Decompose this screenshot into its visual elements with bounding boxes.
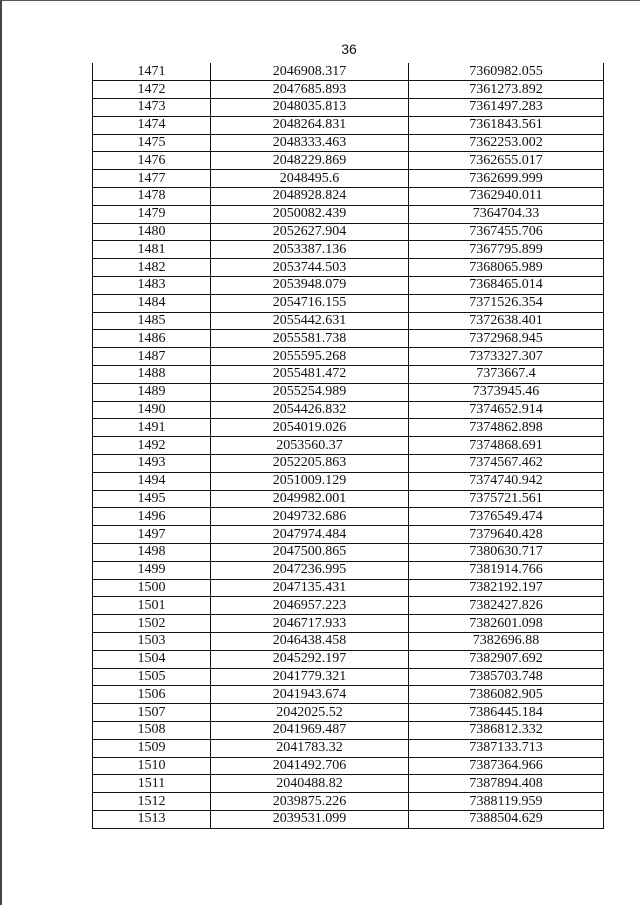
- cell-point-number: 1486: [93, 330, 211, 348]
- cell-point-number: 1501: [93, 597, 211, 615]
- cell-y-coordinate: 7382427.826: [409, 597, 604, 615]
- cell-point-number: 1500: [93, 579, 211, 597]
- cell-x-coordinate: 2045292.197: [211, 650, 409, 668]
- cell-x-coordinate: 2053387.136: [211, 241, 409, 259]
- cell-y-coordinate: 7388119.959: [409, 793, 604, 811]
- table-row: [93, 526, 604, 544]
- table-row: [93, 241, 604, 259]
- cell-point-number: 1489: [93, 383, 211, 401]
- cell-x-coordinate: 2048229.869: [211, 152, 409, 170]
- page-number: 36: [341, 41, 357, 57]
- cell-x-coordinate: 2042025.52: [211, 704, 409, 722]
- cell-y-coordinate: 7374567.462: [409, 455, 604, 473]
- table-row: [93, 259, 604, 277]
- cell-y-coordinate: 7362253.002: [409, 134, 604, 152]
- cell-y-coordinate: 7372968.945: [409, 330, 604, 348]
- cell-x-coordinate: 2053744.503: [211, 259, 409, 277]
- table-row: [93, 401, 604, 419]
- cell-y-coordinate: 7373945.46: [409, 383, 604, 401]
- cell-y-coordinate: 7374740.942: [409, 472, 604, 490]
- cell-x-coordinate: 2041779.321: [211, 668, 409, 686]
- cell-y-coordinate: 7367795.899: [409, 241, 604, 259]
- cell-y-coordinate: 7382192.197: [409, 579, 604, 597]
- table-row: [93, 490, 604, 508]
- cell-y-coordinate: 7385703.748: [409, 668, 604, 686]
- cell-x-coordinate: 2055442.631: [211, 312, 409, 330]
- table-row: [93, 704, 604, 722]
- cell-x-coordinate: 2041492.706: [211, 757, 409, 775]
- table-row: [93, 383, 604, 401]
- table-row: [93, 170, 604, 188]
- cell-x-coordinate: 2046908.317: [211, 63, 409, 81]
- cell-x-coordinate: 2048495.6: [211, 170, 409, 188]
- cell-point-number: 1498: [93, 544, 211, 562]
- cell-x-coordinate: 2054716.155: [211, 294, 409, 312]
- cell-point-number: 1505: [93, 668, 211, 686]
- table-row: [93, 668, 604, 686]
- cell-y-coordinate: 7364704.33: [409, 205, 604, 223]
- cell-point-number: 1513: [93, 810, 211, 828]
- table-row: [93, 134, 604, 152]
- table-row: [93, 188, 604, 206]
- cell-x-coordinate: 2054019.026: [211, 419, 409, 437]
- cell-point-number: 1484: [93, 294, 211, 312]
- cell-y-coordinate: 7376549.474: [409, 508, 604, 526]
- cell-y-coordinate: 7372638.401: [409, 312, 604, 330]
- cell-y-coordinate: 7374868.691: [409, 437, 604, 455]
- cell-point-number: 1477: [93, 170, 211, 188]
- cell-point-number: 1485: [93, 312, 211, 330]
- cell-x-coordinate: 2041943.674: [211, 686, 409, 704]
- cell-x-coordinate: 2041783.32: [211, 739, 409, 757]
- cell-y-coordinate: 7361843.561: [409, 116, 604, 134]
- cell-point-number: 1482: [93, 259, 211, 277]
- cell-y-coordinate: 7387364.966: [409, 757, 604, 775]
- cell-x-coordinate: 2040488.82: [211, 775, 409, 793]
- cell-x-coordinate: 2039875.226: [211, 793, 409, 811]
- cell-x-coordinate: 2052205.863: [211, 455, 409, 473]
- table-row: [93, 810, 604, 828]
- cell-y-coordinate: 7361273.892: [409, 81, 604, 99]
- cell-y-coordinate: 7375721.561: [409, 490, 604, 508]
- cell-point-number: 1495: [93, 490, 211, 508]
- cell-x-coordinate: 2047685.893: [211, 81, 409, 99]
- cell-y-coordinate: 7386445.184: [409, 704, 604, 722]
- cell-point-number: 1509: [93, 739, 211, 757]
- cell-x-coordinate: 2047236.995: [211, 561, 409, 579]
- table-row: [93, 116, 604, 134]
- cell-y-coordinate: 7374862.898: [409, 419, 604, 437]
- cell-y-coordinate: 7368065.989: [409, 259, 604, 277]
- table-row: [93, 615, 604, 633]
- cell-y-coordinate: 7379640.428: [409, 526, 604, 544]
- cell-point-number: 1490: [93, 401, 211, 419]
- cell-x-coordinate: 2050082.439: [211, 205, 409, 223]
- cell-y-coordinate: 7382907.692: [409, 650, 604, 668]
- cell-x-coordinate: 2041969.487: [211, 721, 409, 739]
- cell-x-coordinate: 2053948.079: [211, 277, 409, 295]
- table-row: [93, 544, 604, 562]
- cell-x-coordinate: 2055595.268: [211, 348, 409, 366]
- cell-point-number: 1492: [93, 437, 211, 455]
- cell-y-coordinate: 7362699.999: [409, 170, 604, 188]
- table-row: [93, 277, 604, 295]
- cell-y-coordinate: 7368465.014: [409, 277, 604, 295]
- cell-y-coordinate: 7373327.307: [409, 348, 604, 366]
- coordinates-table: [92, 63, 604, 829]
- cell-x-coordinate: 2046717.933: [211, 615, 409, 633]
- cell-y-coordinate: 7373667.4: [409, 366, 604, 384]
- cell-point-number: 1474: [93, 116, 211, 134]
- table-row: [93, 472, 604, 490]
- table-row: [93, 455, 604, 473]
- table-row: [93, 294, 604, 312]
- cell-point-number: 1496: [93, 508, 211, 526]
- cell-y-coordinate: 7374652.914: [409, 401, 604, 419]
- cell-point-number: 1493: [93, 455, 211, 473]
- cell-point-number: 1475: [93, 134, 211, 152]
- cell-x-coordinate: 2048928.824: [211, 188, 409, 206]
- cell-x-coordinate: 2049732.686: [211, 508, 409, 526]
- cell-x-coordinate: 2048333.463: [211, 134, 409, 152]
- cell-y-coordinate: 7386812.332: [409, 721, 604, 739]
- table-row: [93, 205, 604, 223]
- cell-x-coordinate: 2048264.831: [211, 116, 409, 134]
- cell-y-coordinate: 7360982.055: [409, 63, 604, 81]
- cell-point-number: 1511: [93, 775, 211, 793]
- cell-point-number: 1476: [93, 152, 211, 170]
- cell-y-coordinate: 7387133.713: [409, 739, 604, 757]
- cell-x-coordinate: 2048035.813: [211, 99, 409, 117]
- cell-x-coordinate: 2055254.989: [211, 383, 409, 401]
- cell-point-number: 1479: [93, 205, 211, 223]
- table-row: [93, 366, 604, 384]
- table-row: [93, 330, 604, 348]
- cell-x-coordinate: 2046438.458: [211, 633, 409, 651]
- table-row: [93, 312, 604, 330]
- cell-y-coordinate: 7362655.017: [409, 152, 604, 170]
- cell-y-coordinate: 7362940.011: [409, 188, 604, 206]
- table-row: [93, 579, 604, 597]
- table-row: [93, 721, 604, 739]
- cell-point-number: 1510: [93, 757, 211, 775]
- cell-point-number: 1478: [93, 188, 211, 206]
- cell-x-coordinate: 2053560.37: [211, 437, 409, 455]
- cell-y-coordinate: 7387894.408: [409, 775, 604, 793]
- cell-point-number: 1507: [93, 704, 211, 722]
- cell-point-number: 1480: [93, 223, 211, 241]
- table-row: [93, 81, 604, 99]
- cell-x-coordinate: 2052627.904: [211, 223, 409, 241]
- cell-x-coordinate: 2047974.484: [211, 526, 409, 544]
- cell-y-coordinate: 7367455.706: [409, 223, 604, 241]
- cell-y-coordinate: 7371526.354: [409, 294, 604, 312]
- table-row: [93, 152, 604, 170]
- table-row: [93, 99, 604, 117]
- table-row: [93, 686, 604, 704]
- cell-x-coordinate: 2049982.001: [211, 490, 409, 508]
- cell-x-coordinate: 2051009.129: [211, 472, 409, 490]
- cell-point-number: 1502: [93, 615, 211, 633]
- table-row: [93, 757, 604, 775]
- cell-point-number: 1472: [93, 81, 211, 99]
- cell-point-number: 1483: [93, 277, 211, 295]
- cell-y-coordinate: 7386082.905: [409, 686, 604, 704]
- table-row: [93, 419, 604, 437]
- table-row: [93, 508, 604, 526]
- table-row: [93, 561, 604, 579]
- table-row: [93, 597, 604, 615]
- cell-point-number: 1488: [93, 366, 211, 384]
- table-body: [93, 63, 604, 828]
- cell-point-number: 1504: [93, 650, 211, 668]
- cell-point-number: 1512: [93, 793, 211, 811]
- table-row: [93, 650, 604, 668]
- cell-x-coordinate: 2055581.738: [211, 330, 409, 348]
- cell-x-coordinate: 2047135.431: [211, 579, 409, 597]
- cell-y-coordinate: 7382601.098: [409, 615, 604, 633]
- cell-y-coordinate: 7382696.88: [409, 633, 604, 651]
- table-row: [93, 775, 604, 793]
- cell-point-number: 1481: [93, 241, 211, 259]
- cell-y-coordinate: 7388504.629: [409, 810, 604, 828]
- cell-x-coordinate: 2055481.472: [211, 366, 409, 384]
- table-row: [93, 348, 604, 366]
- cell-x-coordinate: 2046957.223: [211, 597, 409, 615]
- cell-y-coordinate: 7380630.717: [409, 544, 604, 562]
- cell-point-number: 1494: [93, 472, 211, 490]
- cell-point-number: 1491: [93, 419, 211, 437]
- cell-y-coordinate: 7361497.283: [409, 99, 604, 117]
- cell-point-number: 1503: [93, 633, 211, 651]
- cell-point-number: 1499: [93, 561, 211, 579]
- cell-point-number: 1473: [93, 99, 211, 117]
- cell-point-number: 1497: [93, 526, 211, 544]
- cell-y-coordinate: 7381914.766: [409, 561, 604, 579]
- table-row: [93, 223, 604, 241]
- cell-x-coordinate: 2039531.099: [211, 810, 409, 828]
- table-row: [93, 633, 604, 651]
- table-row: [93, 63, 604, 81]
- table-row: [93, 739, 604, 757]
- cell-x-coordinate: 2047500.865: [211, 544, 409, 562]
- cell-point-number: 1471: [93, 63, 211, 81]
- cell-point-number: 1506: [93, 686, 211, 704]
- cell-point-number: 1487: [93, 348, 211, 366]
- table-row: [93, 793, 604, 811]
- cell-x-coordinate: 2054426.832: [211, 401, 409, 419]
- table-row: [93, 437, 604, 455]
- cell-point-number: 1508: [93, 721, 211, 739]
